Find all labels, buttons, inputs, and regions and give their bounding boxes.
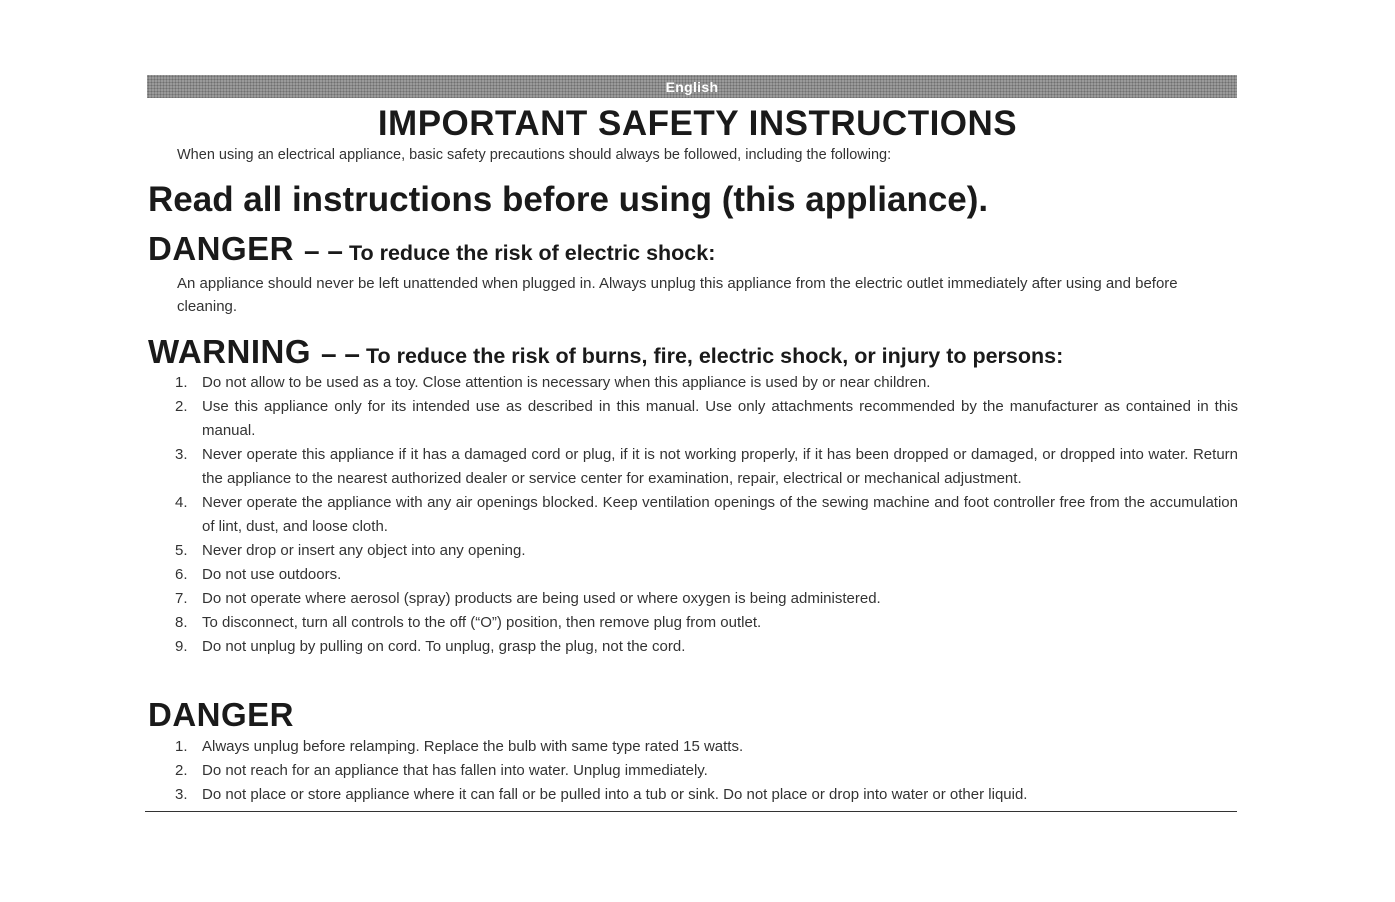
list-item: [160, 443, 1238, 491]
danger-text: An appliance should never be left unattended when plugged in. Always unplug this appliance from the electric outlet immediately after using and before cleaning.: [177, 275, 1178, 315]
item-number: 4.: [175, 494, 188, 511]
danger-heading-2: [148, 695, 294, 740]
danger-list: [160, 735, 1238, 807]
item-number: 2.: [175, 398, 188, 415]
warning-list: [160, 371, 1238, 659]
item-number: 5.: [175, 542, 188, 559]
warning-label: WARNING: [148, 333, 311, 370]
item-text: Do not place or store appliance where it can fall or be pulled into a tub or sink. Do not place or drop into water or other liquid.: [202, 786, 1028, 803]
item-text: Use this appliance only for its intended use as described in this manual. Use only attachments recommended by the manufacturer as contained in this manual.: [202, 398, 1238, 439]
item-number: 9.: [175, 638, 188, 655]
page-title: IMPORTANT SAFETY INSTRUCTIONS: [377, 104, 1018, 143]
item-text: Do not operate where aerosol (spray) products are being used or where oxygen is being administered.: [202, 590, 881, 607]
language-label: English: [665, 78, 719, 95]
item-text: Never operate the appliance with any air openings blocked. Keep ventilation openings of the sewing machine and foot controller free from the accumulation of lint, dust, and loose cloth.: [202, 494, 1238, 535]
list-item: [160, 587, 1238, 611]
list-item: [160, 371, 1238, 395]
item-text: Do not use outdoors.: [202, 566, 342, 583]
list-item: [160, 635, 1238, 659]
item-text: Do not unplug by pulling on cord. To unplug, grasp the plug, not the cord.: [202, 638, 686, 655]
list-item: [160, 563, 1238, 587]
item-text: Never operate this appliance if it has a damaged cord or plug, if it is not working properly, if it has been dropped or damaged, or dropped into water. Return the appliance to the nearest authorized dealer or service center for examination, repair, electrical or mechanical adjustment.: [202, 446, 1238, 487]
language-bar: [147, 75, 1237, 98]
read-all-heading: Read all instructions before using (this appliance).: [148, 180, 989, 219]
list-item: [160, 759, 1238, 783]
bottom-divider: [145, 811, 1237, 812]
item-number: 6.: [175, 566, 188, 583]
warning-subheading: To reduce the risk of burns, fire, electric shock, or injury to persons:: [365, 344, 1064, 368]
item-number: 3.: [175, 786, 188, 803]
item-text: To disconnect, turn all controls to the off (“O”) position, then remove plug from outlet.: [202, 614, 762, 631]
list-item: [160, 539, 1238, 563]
list-item: [160, 395, 1238, 443]
intro-text: When using an electrical appliance, basic safety precautions should always be followed, including the following:: [177, 147, 892, 163]
list-item: [160, 735, 1238, 759]
item-text: Do not reach for an appliance that has fallen into water. Unplug immediately.: [202, 762, 708, 779]
warning-dash: – –: [321, 338, 360, 369]
list-item: [160, 783, 1238, 807]
danger-label-2: DANGER: [148, 696, 295, 733]
item-number: 3.: [175, 446, 188, 463]
danger-label: DANGER: [148, 230, 295, 267]
item-number: 1.: [175, 374, 188, 391]
danger-heading: [148, 229, 715, 274]
item-number: 2.: [175, 762, 188, 779]
item-number: 1.: [175, 738, 188, 755]
danger-subheading: To reduce the risk of electric shock:: [348, 241, 716, 265]
item-text: Always unplug before relamping. Replace the bulb with same type rated 15 watts.: [202, 738, 744, 755]
list-item: [160, 611, 1238, 635]
item-text: Do not allow to be used as a toy. Close attention is necessary when this appliance is used by or near children.: [202, 374, 931, 391]
list-item: [160, 491, 1238, 539]
item-number: 8.: [175, 614, 188, 631]
danger-dash: – –: [304, 235, 343, 266]
item-number: 7.: [175, 590, 188, 607]
item-text: Never drop or insert any object into any opening.: [202, 542, 526, 559]
